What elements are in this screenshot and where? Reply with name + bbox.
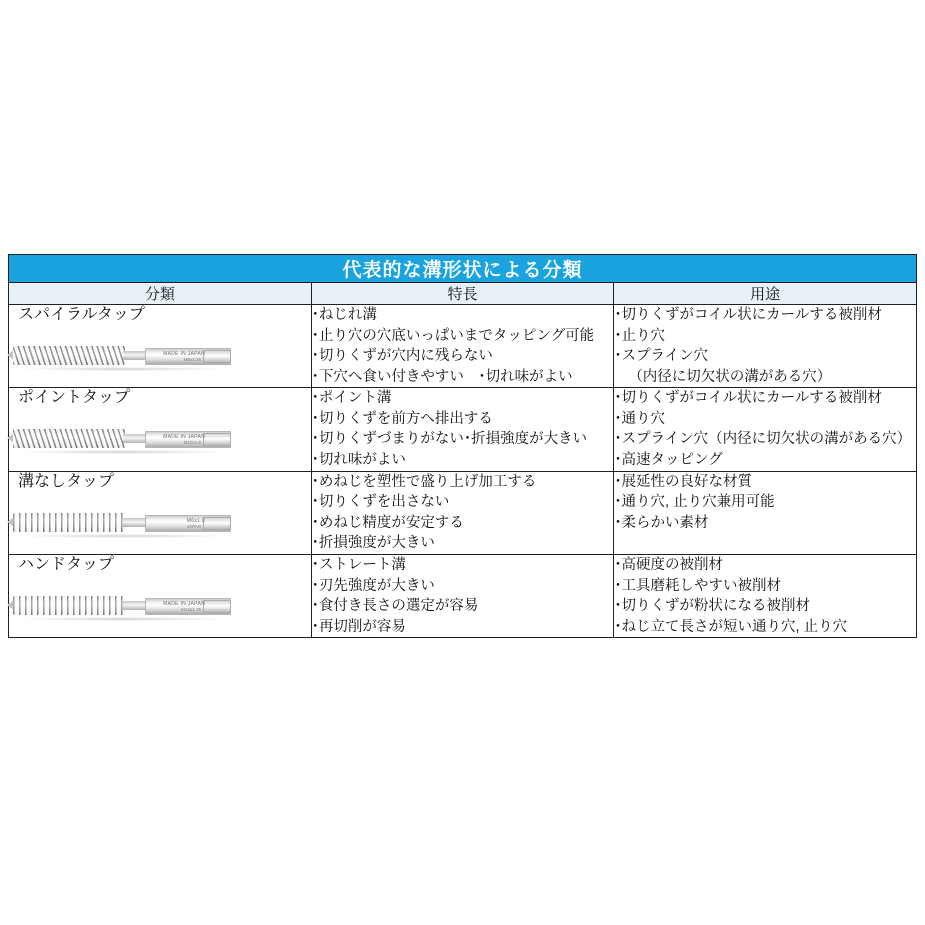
tap-illustration (13, 504, 231, 540)
list-item: ･切りくずがコイル状にカールする被削材 (614, 307, 882, 323)
uses-list (614, 388, 916, 470)
tap-classification-table (8, 254, 917, 638)
uses-list (614, 472, 916, 534)
tap-classification-table-container (8, 254, 917, 638)
tap-marking: MADE IN JAPAN (163, 351, 205, 357)
list-item: ･ねじ立て長さが短い通り穴, 止り穴 (614, 618, 848, 635)
list-item: ･切りくずがコイル状にカールする被削材 (614, 390, 882, 407)
tap-neck (123, 434, 147, 443)
list-item: ･展延性の良好な材質 (614, 473, 753, 490)
features-list (312, 472, 614, 554)
point-tap-photo (9, 412, 235, 464)
list-item: ･食付き長さの選定が容易 (311, 598, 479, 615)
tap-shadow (19, 534, 227, 538)
features-list (312, 305, 614, 387)
tap-illustration (13, 420, 231, 456)
tap-marking-size: M8x1.25 (183, 357, 201, 362)
uses-list (614, 305, 916, 387)
list-item: ･柔らかい素材 (614, 514, 709, 531)
table-row (9, 388, 917, 471)
tap-threads (13, 596, 125, 615)
tap-marking-size: JAPAN (186, 523, 201, 529)
tap-marking-size: M12x1.75 (181, 606, 201, 612)
list-item: ･切れ味がよい (311, 452, 406, 469)
list-item: ･めねじを塑性で盛り上げ加工する (311, 473, 537, 490)
tap-marking: MADE IN JAPAN (163, 600, 205, 607)
tap-neck (123, 351, 147, 360)
list-item: ･ポイント溝 (311, 390, 392, 407)
tap-marking: M6x1.0 (186, 517, 205, 524)
list-item: ･折損強度が大きい (311, 535, 435, 552)
table-row (9, 471, 917, 554)
uses-cell (614, 554, 917, 637)
list-item: ･再切削が容易 (311, 618, 406, 635)
list-item: ･ねじれ溝 (311, 307, 377, 323)
features-cell (311, 388, 614, 471)
list-item: ･ストレート溝 (311, 556, 406, 573)
list-item: ･下穴へ食い付きやすい ･切れ味がよい (311, 368, 573, 385)
list-item: ･切りくずが粉状になる被削材 (614, 598, 811, 615)
tap-neck (123, 518, 147, 527)
tap-threads (13, 429, 125, 448)
table-row (9, 554, 917, 637)
category-label: 溝なしタップ (18, 472, 115, 490)
list-item: ･めねじ精度が安定する (311, 514, 464, 531)
tap-square-end (203, 350, 231, 363)
list-item: ･スプライン穴（内径に切欠状の溝がある穴） (614, 431, 912, 448)
uses-cell (614, 305, 917, 388)
tap-square-end (203, 517, 231, 530)
grooveless-tap-photo (9, 496, 235, 548)
list-item: ･切りくずづまりがない･折損強度が大きい (311, 431, 588, 448)
tap-illustration (13, 337, 231, 373)
column-header-category: 分類 (9, 283, 312, 305)
column-header-features: 特長 (311, 283, 614, 305)
tap-shadow (19, 617, 227, 621)
list-item: ･刃先強度が大きい (311, 577, 435, 594)
list-item: ･止り穴 (614, 327, 666, 344)
uses-cell (614, 388, 917, 471)
list-item: ･切りくずを前方へ排出する (311, 410, 493, 427)
tap-marking-size: M10x1.5 (183, 440, 201, 446)
list-item: ･スプライン穴 (614, 348, 709, 365)
tap-marking: MADE IN JAPAN (163, 434, 205, 441)
category-cell (9, 305, 312, 388)
features-cell (311, 305, 614, 388)
hand-tap-photo (9, 579, 235, 631)
features-cell (311, 471, 614, 554)
list-item: ･切りくずを出さない (311, 494, 450, 511)
category-label: ハンドタップ (18, 555, 115, 573)
list-item: ･切りくずが穴内に残らない (311, 348, 493, 365)
tap-threads (13, 513, 125, 532)
table-title-row (9, 255, 917, 283)
features-list (312, 555, 614, 637)
tap-shadow (19, 367, 227, 371)
list-item: ･工具磨耗しやすい被削材 (614, 577, 782, 594)
list-item: （内径に切欠状の溝がある穴） (628, 368, 832, 385)
table-header-row (9, 283, 917, 305)
features-cell (311, 554, 614, 637)
category-cell (9, 554, 312, 637)
list-item: ･通り穴, 止り穴兼用可能 (614, 494, 775, 511)
tap-square-end (203, 433, 231, 446)
uses-cell (614, 471, 917, 554)
list-item: ･高硬度の被削材 (614, 556, 724, 573)
category-cell (9, 388, 312, 471)
tap-square-end (203, 600, 231, 613)
uses-list (614, 555, 916, 637)
features-list (312, 388, 614, 470)
category-label: スパイラルタップ (18, 306, 145, 323)
table-row (9, 305, 917, 388)
spiral-tap-photo (9, 329, 235, 381)
list-item: ･止り穴の穴底いっぱいまでタッピング可能 (311, 327, 595, 344)
column-header-uses: 用途 (614, 283, 917, 305)
list-item: ･通り穴 (614, 410, 666, 427)
list-item: ･高速タッピング (614, 452, 723, 469)
category-label: ポイントタップ (18, 389, 131, 407)
category-cell (9, 471, 312, 554)
tap-neck (123, 601, 147, 610)
tap-shadow (19, 450, 227, 454)
tap-threads (13, 346, 125, 365)
tap-illustration (13, 587, 231, 623)
table-title: 代表的な溝形状による分類 (9, 255, 917, 283)
